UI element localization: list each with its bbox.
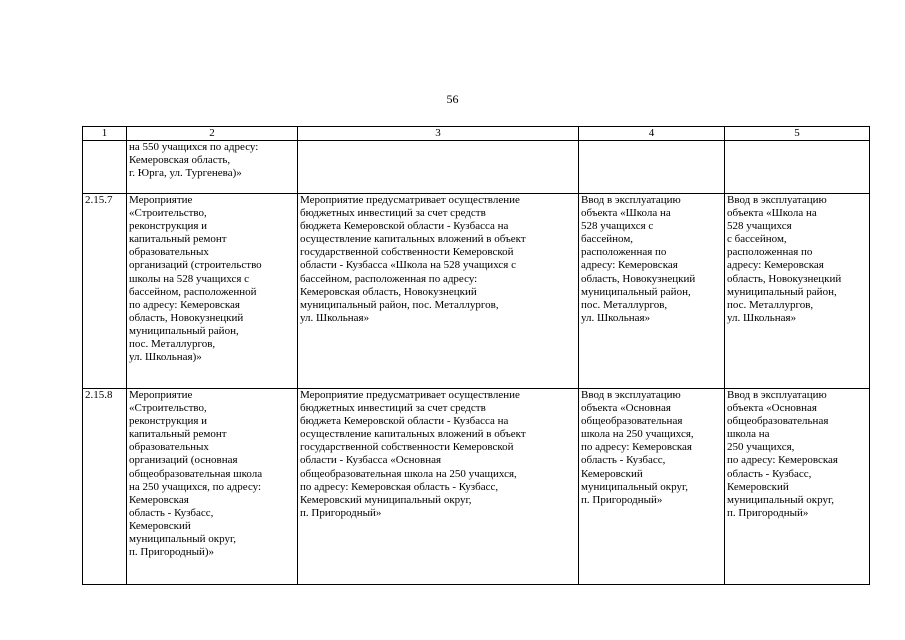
column-header: 3 xyxy=(298,127,579,141)
result-indicator-cell: Ввод в эксплуатацию объекта «Школа на 528 учащихся с бассейном, расположенная по адресу: Кемеровская область, Новокузнецкий муниципальный район, пос. Металлургов, ул. Школьная» xyxy=(725,194,870,389)
event-description-cell: Мероприятие предусматривает осуществление бюджетных инвестиций за счет средств бюджета Кемеровской области - Кузбасса на осуществление капитальных вложений в объект государственной собственности Кемеровской области - Кузбасса «Основная общеобразовательная школа на 250 учащихся, по адресу: Кемеровская область - Кузбасс, Кемеровский муниципальный округ, п. Пригородный» xyxy=(298,389,579,585)
event-name-cell: Мероприятие «Строительство, реконструкция и капитальный ремонт образовательных организаций (основная общеобразовательная школа на 250 учащихся, по адресу: Кемеровская область - Кузбасс, Кемеровский муниципальный округ, п. Пригородный)» xyxy=(127,389,298,585)
row-number-cell: 2.15.8 xyxy=(83,389,127,585)
expected-result-cell: Ввод в эксплуатацию объекта «Школа на 528 учащихся с бассейном, расположенная по адресу: Кемеровская область, Новокузнецкий муниципальный район, пос. Металлургов, ул. Школьная» xyxy=(579,194,725,389)
measures-table xyxy=(82,126,870,585)
page-number: 56 xyxy=(446,92,459,106)
column-header: 5 xyxy=(725,127,870,141)
result-indicator-cell xyxy=(725,141,870,194)
table-row xyxy=(83,194,870,389)
event-description-cell xyxy=(298,141,579,194)
event-description-cell: Мероприятие предусматривает осуществление бюджетных инвестиций за счет средств бюджета Кемеровской области - Кузбасса на осуществление капитальных вложений в объект государственной собственности Кемеровской области - Кузбасса «Школа на 528 учащихся с бассейном, расположенная по адресу: Кемеровская область, Новокузнецкий муниципальный район, пос. Металлургов, ул. Школьная» xyxy=(298,194,579,389)
event-name-cell: Мероприятие «Строительство, реконструкция и капитальный ремонт образовательных организаций (строительство школы на 528 учащихся с бассейном, расположенной по адресу: Кемеровская область, Новокузнецкий муниципальный район, пос. Металлургов, ул. Школьная)» xyxy=(127,194,298,389)
row-number-cell xyxy=(83,141,127,194)
column-header: 2 xyxy=(127,127,298,141)
column-header: 1 xyxy=(83,127,127,141)
row-number-cell: 2.15.7 xyxy=(83,194,127,389)
table-row xyxy=(83,389,870,585)
event-name-cell: на 550 учащихся по адресу: Кемеровская область, г. Юрга, ул. Тургенева)» xyxy=(127,141,298,194)
expected-result-cell: Ввод в эксплуатацию объекта «Основная общеобразовательная школа на 250 учащихся, по адресу: Кемеровская область - Кузбасс, Кемеровский муниципальный округ, п. Пригородный» xyxy=(579,389,725,585)
expected-result-cell xyxy=(579,141,725,194)
table-header-row xyxy=(83,127,870,141)
column-header: 4 xyxy=(579,127,725,141)
result-indicator-cell: Ввод в эксплуатацию объекта «Основная общеобразовательная школа на 250 учащихся, по адресу: Кемеровская область - Кузбасс, Кемеровский муниципальный округ, п. Пригородный» xyxy=(725,389,870,585)
table-row xyxy=(83,141,870,194)
